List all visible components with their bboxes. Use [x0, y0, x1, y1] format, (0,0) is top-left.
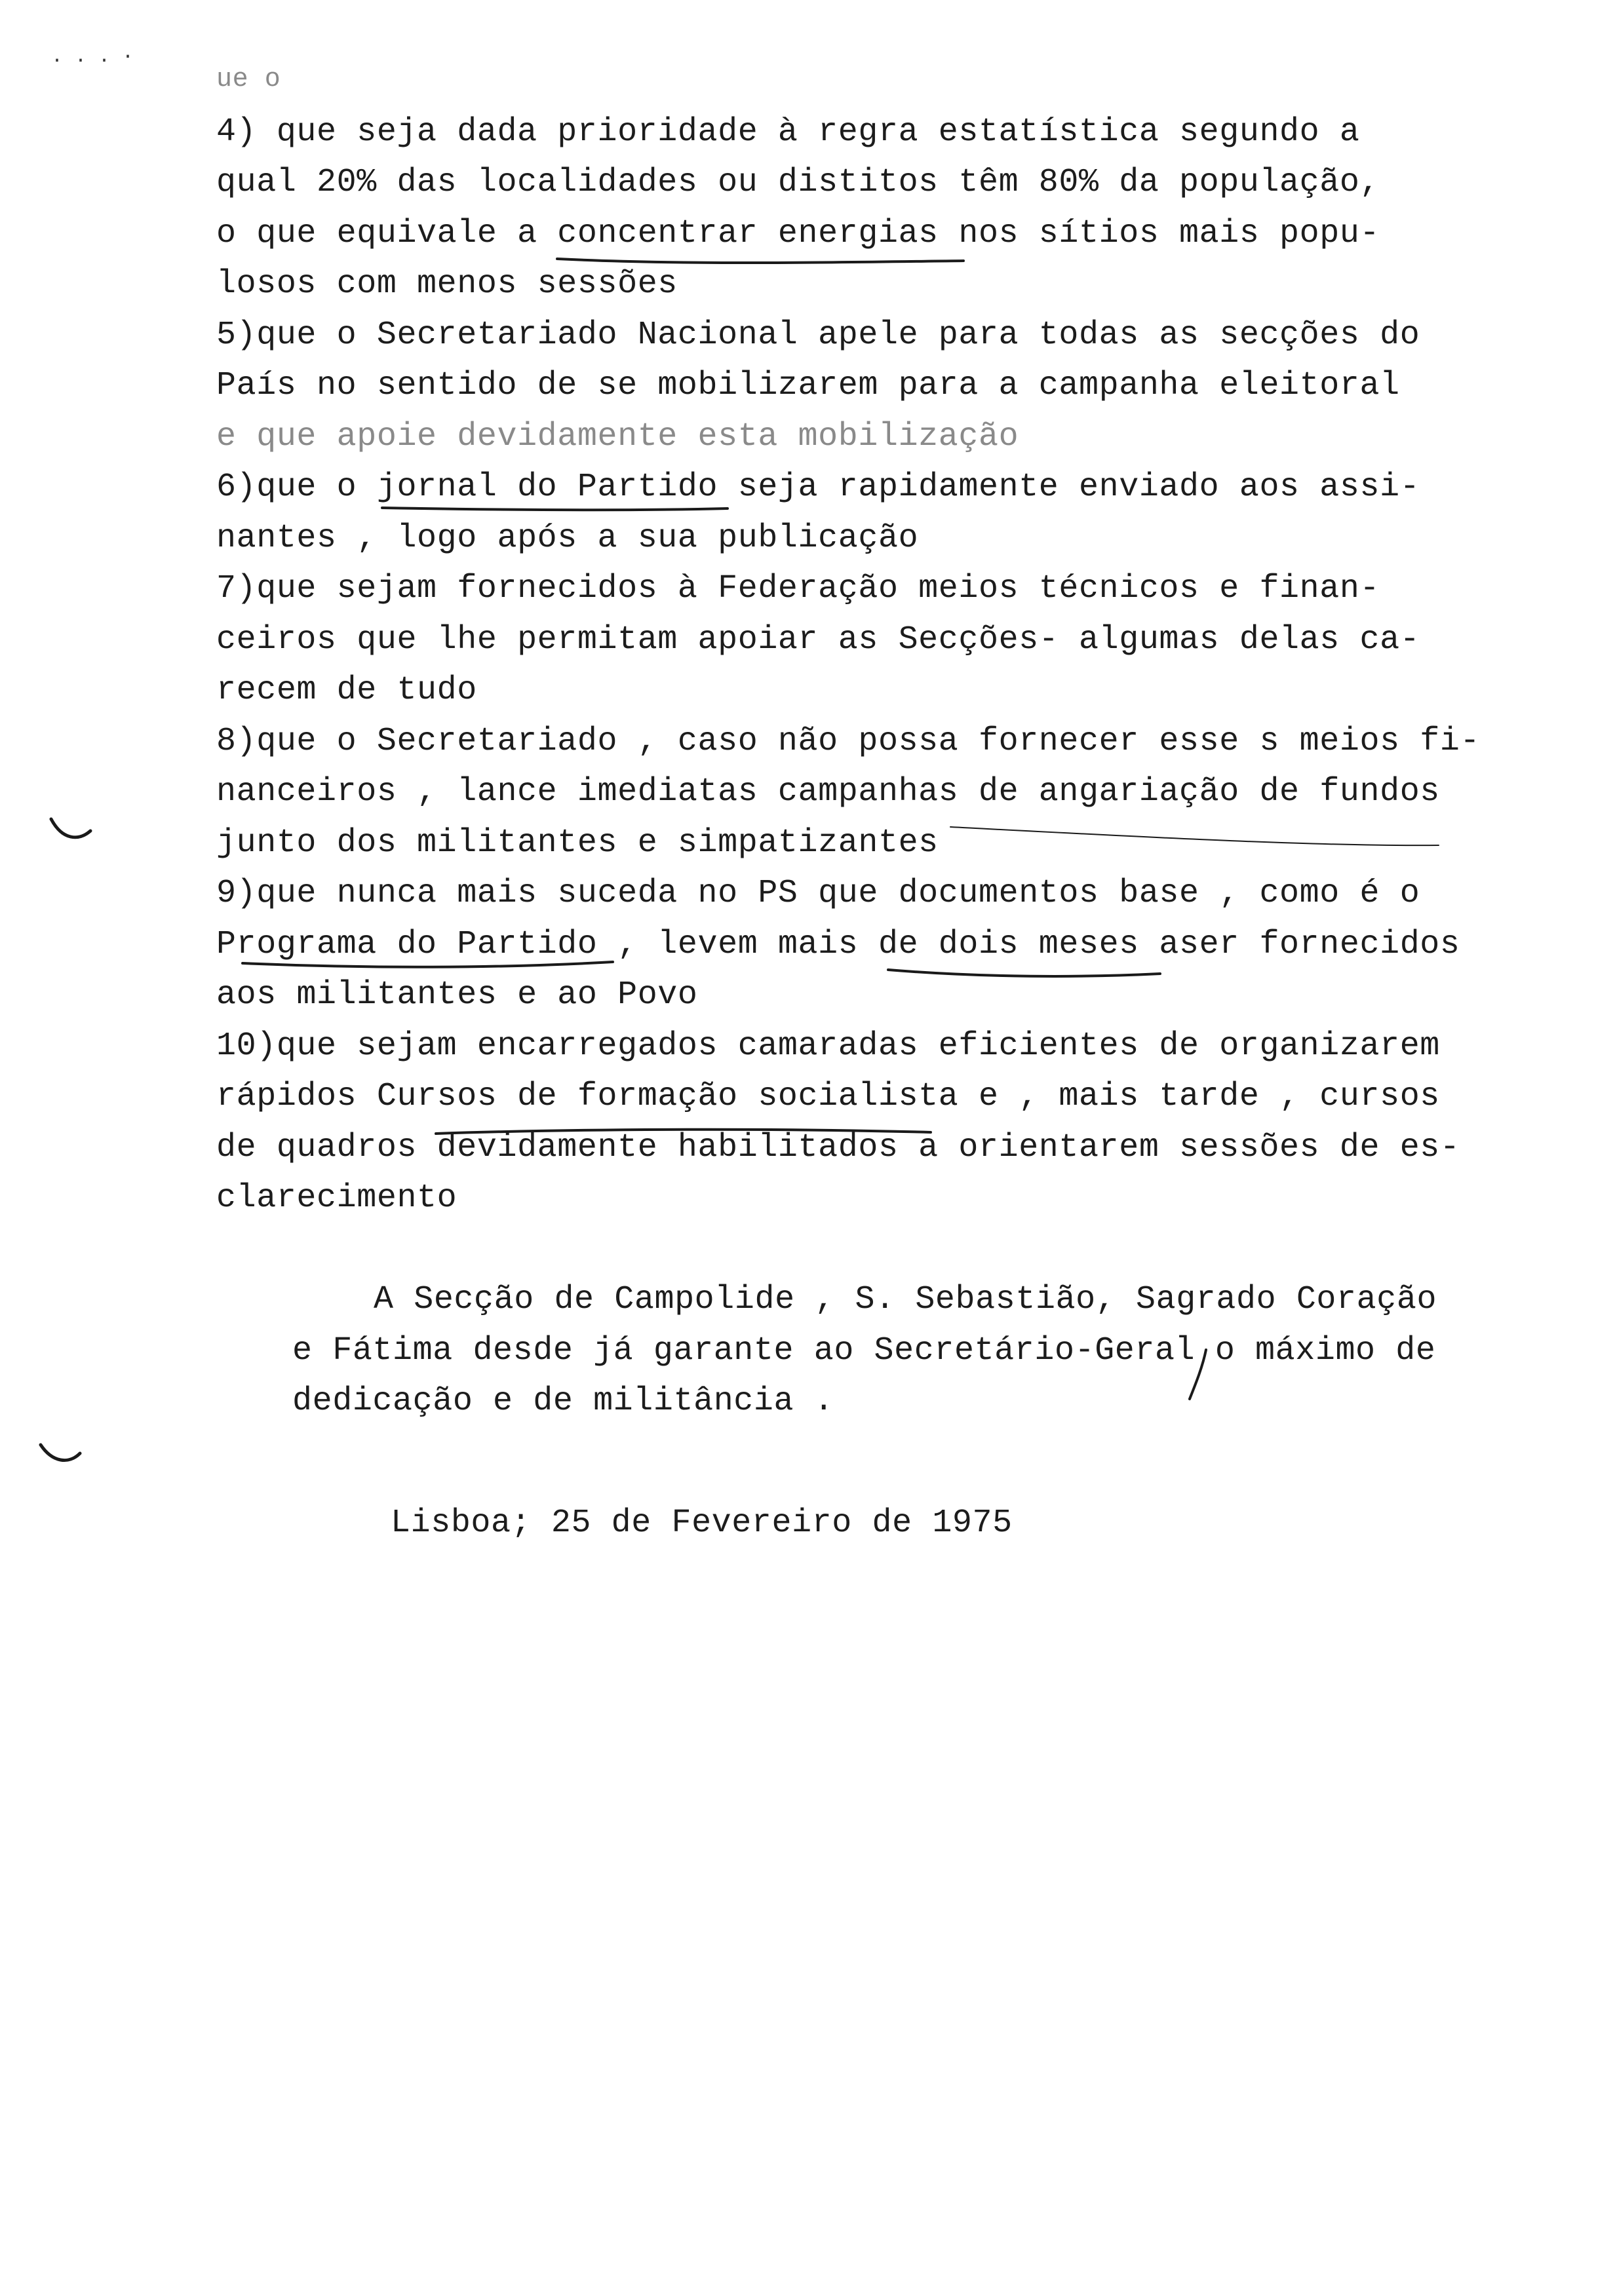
text-line: 7)que sejam fornecidos à Federação meios técnicos e finan-: [216, 570, 1380, 607]
text-line: nantes , logo após a sua publicação: [216, 520, 919, 557]
underline-dois-meses: [888, 970, 1160, 976]
date-line: Lisboa; 25 de Fevereiro de 1975: [391, 1504, 1013, 1542]
text-line: País no sentido de se mobilizarem para a campanha eleitoral: [216, 367, 1400, 404]
text-line: ceiros que lhe permitam apoiar as Secções- algumas delas ca-: [216, 621, 1420, 659]
margin-bracket-2: [41, 1445, 80, 1461]
text-line: recem de tudo: [216, 672, 477, 709]
underline-campanhas: [950, 827, 1439, 845]
margin-dots: . . . ·: [51, 46, 134, 68]
text-line: e que apoie devidamente esta mobilização: [216, 418, 1019, 455]
text-line: 9)que nunca mais suceda no PS que documentos base , como é o: [216, 875, 1420, 912]
text-line: 6)que o jornal do Partido seja rapidamente enviado aos assi-: [216, 469, 1420, 506]
margin-bracket-1: [51, 819, 90, 837]
text-line: 8)que o Secretariado , caso não possa fornecer esse s meios fi-: [216, 723, 1481, 760]
text-line: junto dos militantes e simpatizantes: [216, 824, 939, 862]
closing-line: e Fátima desde já garante ao Secretário-Geral o máximo de: [292, 1332, 1436, 1369]
text-line: Programa do Partido , levem mais de dois meses aser fornecidos: [216, 926, 1460, 963]
top-fragment: ue o: [216, 65, 281, 94]
underline-jornal-do-partido: [382, 508, 728, 510]
text-line: rápidos Cursos de formação socialista e , mais tarde , cursos: [216, 1078, 1440, 1115]
text-line: o que equivale a concentrar energias nos sítios mais popu-: [216, 215, 1380, 252]
underline-concentrar-energias: [557, 259, 963, 263]
closing-line: A Secção de Campolide , S. Sebastião, Sagrado Coração: [374, 1281, 1437, 1318]
text-line: 4) que seja dada prioridade à regra estatística segundo a: [216, 113, 1360, 151]
text-line: 10)que sejam encarregados camaradas eficientes de organizarem: [216, 1027, 1440, 1065]
closing-line: dedicação e de militância .: [292, 1383, 834, 1420]
text-line: 5)que o Secretariado Nacional apele para todas as secções do: [216, 316, 1420, 354]
text-line: clarecimento: [216, 1179, 457, 1217]
text-line: losos com menos sessões: [216, 265, 678, 303]
text-line: nanceiros , lance imediatas campanhas de angariação de fundos: [216, 773, 1440, 811]
text-line: qual 20% das localidades ou distitos têm 80% da população,: [216, 164, 1380, 201]
text-line: de quadros devidamente habilitados a orientarem sessões de es-: [216, 1129, 1460, 1166]
text-line: aos militantes e ao Povo: [216, 976, 698, 1014]
